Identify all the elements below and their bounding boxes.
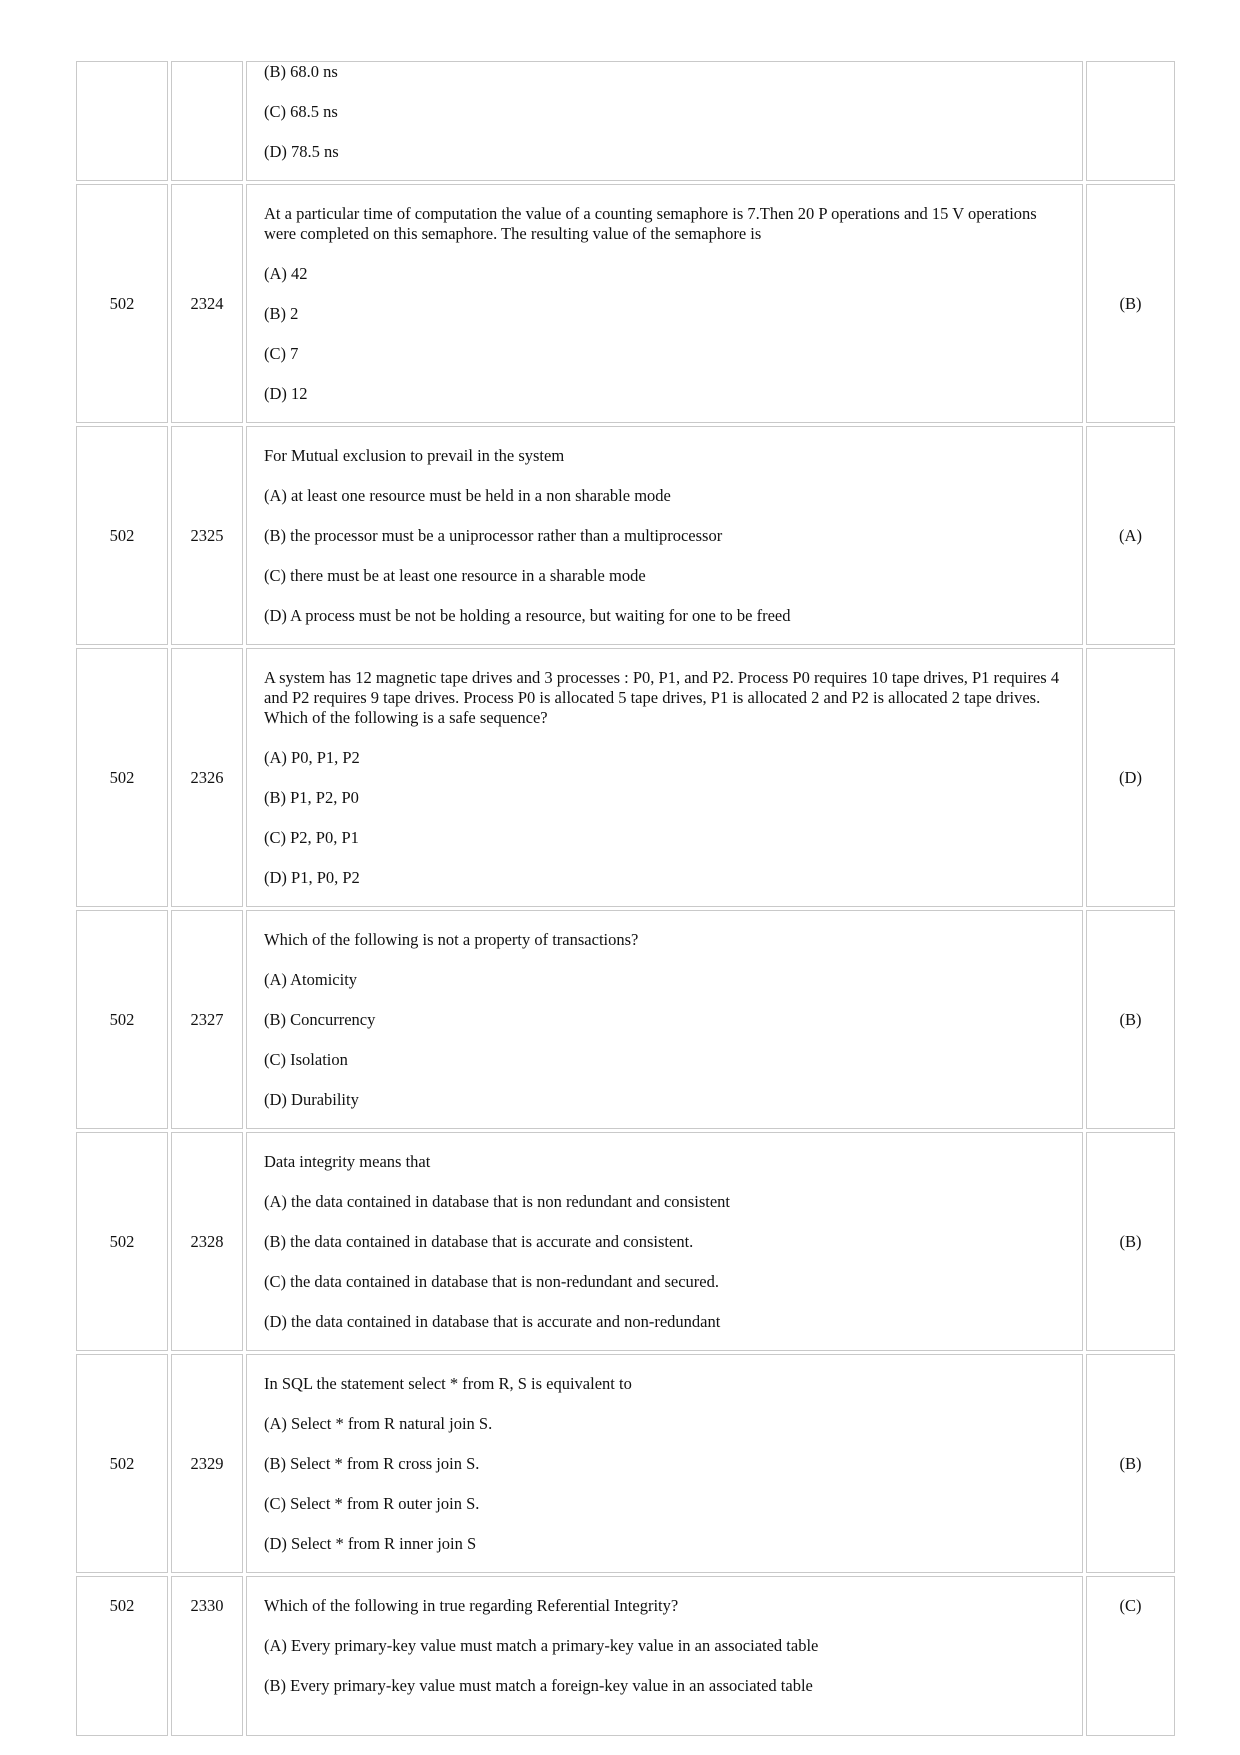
answer-cell: (B): [1086, 184, 1175, 423]
option-text: (C) Select * from R outer join S.: [264, 1494, 480, 1513]
question-number-cell: 2326: [171, 648, 243, 907]
option-text: (D) A process must be not be holding a resource, but waiting for one to be freed: [264, 606, 791, 625]
option-text: (D) Durability: [264, 1090, 359, 1109]
question-text: A system has 12 magnetic tape drives and 3 processes : P0, P1, and P2. Process P0 requires 10 tape drives, P1 requires 4 and P2 requires 9 tape drives. Process P0 is allocated 5 tape drives, P1 is allocated 2 and P2 is allocated 2 tape drives. Which of the following is a safe sequence?: [264, 668, 1060, 727]
subject-code-cell: 502: [76, 184, 168, 423]
subject-code-cell: 502: [76, 1576, 168, 1736]
question-cell: [246, 1576, 1083, 1736]
question-cell: [246, 61, 1083, 181]
question-number-cell: [171, 61, 243, 181]
table-row: [76, 648, 1175, 907]
option-text: (B) 2: [264, 304, 299, 323]
option-text: (A) the data contained in database that is non redundant and consistent: [264, 1192, 730, 1211]
option-text: (A) Select * from R natural join S.: [264, 1414, 493, 1433]
answer-cell: (B): [1086, 910, 1175, 1129]
option-text: (C) 7: [264, 344, 299, 363]
table-row: [76, 61, 1175, 181]
answer-cell: (D): [1086, 648, 1175, 907]
option-text: (B) the data contained in database that is accurate and consistent.: [264, 1232, 694, 1251]
option-text: (B) Concurrency: [264, 1010, 376, 1029]
table-row: [76, 910, 1175, 1129]
option-text: (A) Atomicity: [264, 970, 358, 989]
option-text: (C) 68.5 ns: [264, 102, 338, 121]
option-text: (B) Select * from R cross join S.: [264, 1454, 480, 1473]
table-row: [76, 1132, 1175, 1351]
option-text: (D) 12: [264, 384, 308, 403]
option-text: (D) the data contained in database that is accurate and non-redundant: [264, 1312, 721, 1331]
option-text: (A) P0, P1, P2: [264, 748, 360, 767]
table-row: [76, 1576, 1175, 1736]
option-text: (C) the data contained in database that is non-redundant and secured.: [264, 1272, 719, 1291]
question-cell: [246, 648, 1083, 907]
option-text: (D) Select * from R inner join S: [264, 1534, 477, 1553]
question-number-cell: 2330: [171, 1576, 243, 1736]
option-text: (C) there must be at least one resource in a sharable mode: [264, 566, 646, 585]
option-text: (C) P2, P0, P1: [264, 828, 359, 847]
subject-code-cell: 502: [76, 648, 168, 907]
table-row: [76, 426, 1175, 645]
option-text: (B) 68.0 ns: [264, 62, 338, 81]
question-table-container: [73, 58, 1175, 1755]
subject-code-cell: 502: [76, 1354, 168, 1573]
option-text: (A) at least one resource must be held in a non sharable mode: [264, 486, 671, 505]
option-text: (B) P1, P2, P0: [264, 788, 359, 807]
question-number-cell: 2328: [171, 1132, 243, 1351]
question-text: In SQL the statement select * from R, S is equivalent to: [264, 1374, 632, 1393]
question-number-cell: 2327: [171, 910, 243, 1129]
answer-cell: (A): [1086, 426, 1175, 645]
option-text: (A) Every primary-key value must match a primary-key value in an associated table: [264, 1636, 819, 1655]
question-cell: [246, 1354, 1083, 1573]
question-cell: [246, 910, 1083, 1129]
question-text: Which of the following is not a property of transactions?: [264, 930, 639, 949]
question-cell: [246, 426, 1083, 645]
question-cell: [246, 184, 1083, 423]
option-text: (B) Every primary-key value must match a foreign-key value in an associated table: [264, 1676, 813, 1695]
question-table: [73, 58, 1175, 1739]
answer-cell: (B): [1086, 1354, 1175, 1573]
question-text: Data integrity means that: [264, 1152, 431, 1171]
option-text: (B) the processor must be a uniprocessor rather than a multiprocessor: [264, 526, 723, 545]
table-row: [76, 184, 1175, 423]
question-text: Which of the following in true regarding Referential Integrity?: [264, 1596, 679, 1615]
answer-cell: (C): [1086, 1576, 1175, 1736]
answer-cell: [1086, 61, 1175, 181]
question-text: At a particular time of computation the value of a counting semaphore is 7.Then 20 P operations and 15 V operations were completed on this semaphore. The resulting value of the semaphore is: [264, 204, 1037, 243]
option-text: (D) P1, P0, P2: [264, 868, 360, 887]
question-number-cell: 2329: [171, 1354, 243, 1573]
subject-code-cell: 502: [76, 426, 168, 645]
subject-code-cell: 502: [76, 910, 168, 1129]
question-number-cell: 2324: [171, 184, 243, 423]
subject-code-cell: 502: [76, 1132, 168, 1351]
question-number-cell: 2325: [171, 426, 243, 645]
subject-code-cell: [76, 61, 168, 181]
question-cell: [246, 1132, 1083, 1351]
table-row: [76, 1354, 1175, 1573]
option-text: (D) 78.5 ns: [264, 142, 339, 161]
question-text: For Mutual exclusion to prevail in the system: [264, 446, 565, 465]
option-text: (C) Isolation: [264, 1050, 348, 1069]
answer-cell: (B): [1086, 1132, 1175, 1351]
option-text: (A) 42: [264, 264, 308, 283]
